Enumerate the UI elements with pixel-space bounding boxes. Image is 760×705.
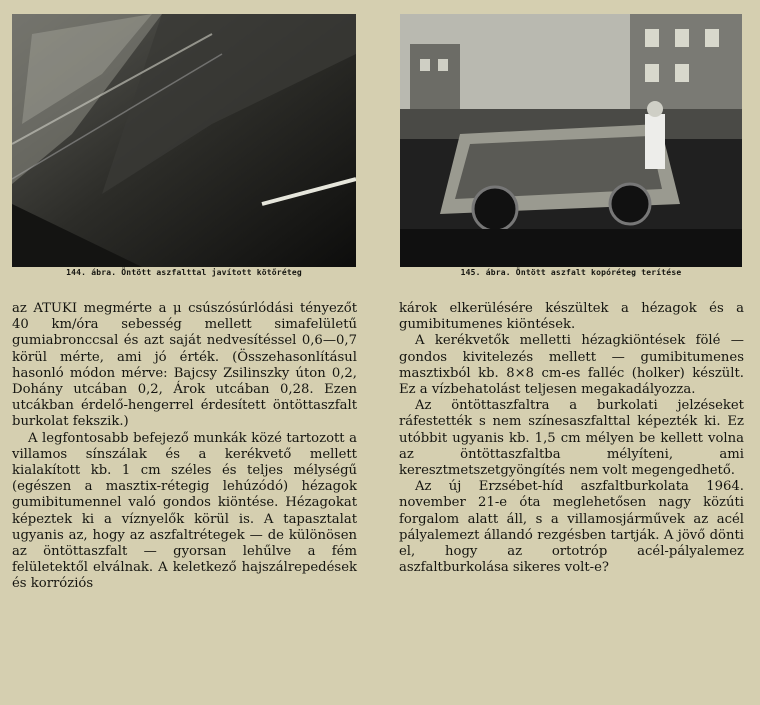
paragraph: A kerékvetők melletti hézagkiöntések fölé — gondos kivitelezés mellett — gumibitumenes masztixból kb. 8×8 cm-es falléc (holker) készült. Ez a vízbehatolást teljesen megakadályozza. bbox=[399, 333, 744, 398]
figure-145-photo bbox=[400, 14, 742, 267]
right-text-column bbox=[399, 301, 744, 576]
figure-145-caption: 145. ábra. Öntött aszfalt kopóréteg terítése bbox=[460, 268, 682, 277]
paragraph: károk elkerülésére készültek a hézagok és a gumibitumenes kiöntések. bbox=[399, 301, 744, 333]
paragraph: Az új Erzsébet-híd aszfaltburkolata 1964. november 21-e óta meglehetősen nagy közúti forgalom alatt áll, s a villamosjárművek az acél pályalemezt állandó rezgésben tartják. A jövő dönti el, hogy az ortotróp acél-pályalemez aszfaltburkolása sikeres volt-e? bbox=[399, 479, 744, 576]
paragraph: Az öntöttaszfaltra a burkolati jelzéseket ráfestették s nem színesaszfalttal képezték ki. Ez utóbbit ugyanis kb. 1,5 cm mélyen be kellett volna az öntöttaszfaltba mélyíteni, ami keresztmetszetgyöngítés nem volt megengedhető. bbox=[399, 398, 744, 479]
left-text-column bbox=[12, 301, 357, 593]
paving-work-photo-image bbox=[400, 14, 742, 267]
asphalt-photo-image bbox=[12, 14, 356, 267]
paragraph: az ATUKI megmérte a μ csúszósúrlódási tényezőt 40 km/óra sebesség mellett simafelületű gumiabronccsal és azt saját nedvesítéssel 0,6—0,7 körül mérte, ami jó érték. (Összehasonlításul hasonló módon mérve: Bajcsy Zsilinszky úton 0,2, Dohány utcában 0,2, Árok utcában 0,28. Ezen utcákban érdelő-hengerrel érdesített öntöttaszfalt burkolat fekszik.) bbox=[12, 301, 357, 430]
figure-144-photo bbox=[12, 14, 356, 267]
figure-144-caption: 144. ábra. Öntött aszfalttal javított kötőréteg bbox=[66, 268, 302, 277]
paragraph: A legfontosabb befejező munkák közé tartozott a villamos sínszálak és a kerékvető mellett kialakított kb. 1 cm széles és teljes mélységű (egészen a masztix-rétegig lehúzódó) hézagok gumibitumennel való gondos kiöntése. Hézagokat képeztek ki a víznyelők körül is. A tapasztalat ugyanis az, hogy az aszfaltrétegek — de különösen az öntöttaszfalt — gyorsan lehűlve a fém felületektől elválnak. A keletkező hajszálrepedések és korróziós bbox=[12, 430, 357, 592]
